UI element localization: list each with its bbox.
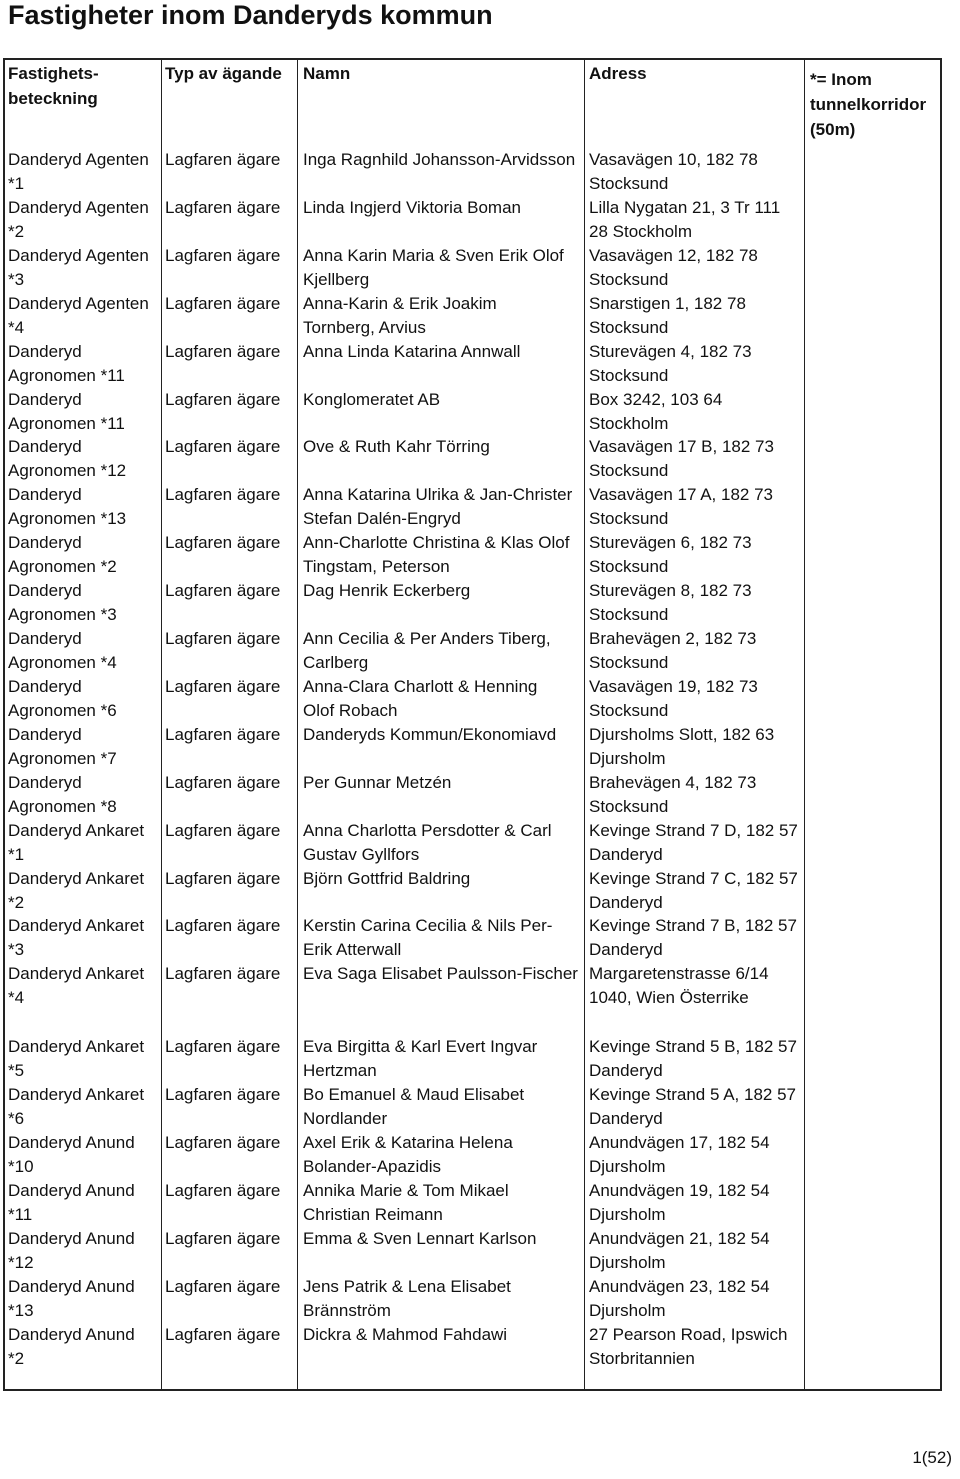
- cell-typ: Lagfaren ägare: [165, 868, 281, 888]
- cell-typ: Lagfaren ägare: [165, 485, 281, 505]
- cell-beteckning: Danderyd Agenten *1: [8, 150, 149, 193]
- page-title: Fastigheter inom Danderyds kommun: [8, 0, 493, 30]
- cell-typ: Lagfaren ägare: [165, 533, 281, 553]
- cell-namn: Emma & Sven Lennart Karlson: [303, 1228, 537, 1248]
- column-divider: [161, 58, 162, 1391]
- cell-beteckning: Danderyd Anund *2: [8, 1324, 135, 1368]
- cell-beteckning: Danderyd Agenten *3: [8, 245, 149, 289]
- cell-beteckning: Danderyd Agronomen *12: [8, 437, 127, 481]
- cell-namn: Inga Ragnhild Johansson-Arvidsson: [303, 150, 576, 169]
- cell-adress: Box 3242, 103 64 Stockholm: [589, 389, 723, 433]
- cell-namn: Annika Marie & Tom Mikael Christian Reimann: [303, 1180, 509, 1224]
- cell-namn: Ann-Charlotte Christina & Klas Olof Tingstam, Peterson: [303, 533, 570, 577]
- cell-beteckning: Danderyd Agronomen *3: [8, 581, 117, 625]
- header-beteckning: Fastighets- beteckning: [8, 64, 99, 108]
- cell-typ: Lagfaren ägare: [165, 1085, 281, 1105]
- cell-adress: Kevinge Strand 7 D, 182 57 Danderyd: [589, 820, 798, 864]
- cell-namn: Anna-Clara Charlott & Henning Olof Robach: [303, 676, 538, 720]
- header-namn: Namn: [303, 64, 351, 83]
- cell-namn: Anna Karin Maria & Sven Erik Olof Kjellberg: [303, 245, 564, 289]
- cell-adress: Vasavägen 10, 182 78 Stocksund: [589, 150, 758, 193]
- cell-adress: Anundvägen 17, 182 54 Djursholm: [589, 1133, 770, 1176]
- cell-typ: Lagfaren ägare: [165, 772, 281, 792]
- cell-beteckning: Danderyd Ankaret *6: [8, 1085, 145, 1129]
- header-note: *= Inom tunnelkorridor (50m): [810, 70, 927, 139]
- cell-namn: Axel Erik & Katarina Helena Bolander-Apazidis: [303, 1133, 513, 1176]
- cell-adress: Kevinge Strand 5 B, 182 57 Danderyd: [589, 1037, 797, 1081]
- cell-typ: Lagfaren ägare: [165, 1324, 281, 1344]
- header-adress: Adress: [589, 64, 647, 83]
- page-number: 1(52): [912, 1448, 952, 1467]
- cell-typ: Lagfaren ägare: [165, 293, 281, 313]
- cell-adress: Kevinge Strand 7 C, 182 57 Danderyd: [589, 868, 798, 912]
- cell-namn: Dickra & Mahmod Fahdawi: [303, 1324, 508, 1344]
- cell-beteckning: Danderyd Agronomen *4: [8, 629, 117, 672]
- cell-beteckning: Danderyd Agronomen *13: [8, 485, 127, 529]
- cell-beteckning: Danderyd Agronomen *2: [8, 533, 117, 577]
- cell-adress: Anundvägen 23, 182 54 Djursholm: [589, 1276, 770, 1320]
- cell-beteckning: Danderyd Ankaret *3: [8, 916, 145, 960]
- column-divider: [297, 58, 298, 1391]
- cell-beteckning: Danderyd Ankaret *5: [8, 1037, 145, 1081]
- cell-namn: Per Gunnar Metzén: [303, 772, 452, 792]
- cell-typ: Lagfaren ägare: [165, 1276, 281, 1296]
- cell-namn: Bo Emanuel & Maud Elisabet Nordlander: [303, 1085, 525, 1129]
- cell-adress: Kevinge Strand 5 A, 182 57 Danderyd: [589, 1085, 796, 1129]
- cell-beteckning: Danderyd Agronomen *6: [8, 676, 117, 720]
- cell-typ: Lagfaren ägare: [165, 341, 281, 361]
- cell-namn: Anna Linda Katarina Annwall: [303, 341, 521, 361]
- cell-beteckning: Danderyd Agenten *4: [8, 293, 149, 337]
- cell-beteckning: Danderyd Agronomen *8: [8, 772, 117, 816]
- cell-adress: 27 Pearson Road, Ipswich Storbritannien: [589, 1324, 788, 1368]
- cell-namn: Danderyds Kommun/Ekonomiavd: [303, 724, 557, 744]
- column-divider: [804, 58, 805, 1391]
- cell-adress: Sturevägen 4, 182 73 Stocksund: [589, 341, 752, 385]
- cell-namn: Björn Gottfrid Baldring: [303, 868, 471, 888]
- cell-namn: Konglomeratet AB: [303, 389, 441, 409]
- cell-typ: Lagfaren ägare: [165, 245, 281, 265]
- cell-adress: Vasavägen 19, 182 73 Stocksund: [589, 676, 758, 720]
- cell-namn: Dag Henrik Eckerberg: [303, 581, 471, 601]
- cell-typ: Lagfaren ägare: [165, 964, 281, 984]
- cell-namn: Eva Saga Elisabet Paulsson-Fischer: [303, 964, 578, 984]
- cell-adress: Vasavägen 12, 182 78 Stocksund: [589, 245, 758, 289]
- cell-typ: Lagfaren ägare: [165, 389, 281, 409]
- cell-adress: Vasavägen 17 A, 182 73 Stocksund: [589, 485, 774, 529]
- cell-beteckning: Danderyd Anund *10: [8, 1133, 135, 1176]
- cell-namn: Ove & Ruth Kahr Törring: [303, 437, 490, 457]
- cell-typ: Lagfaren ägare: [165, 1037, 281, 1057]
- cell-adress: Snarstigen 1, 182 78 Stocksund: [589, 293, 746, 337]
- cell-adress: Vasavägen 17 B, 182 73 Stocksund: [589, 437, 774, 481]
- cell-typ: Lagfaren ägare: [165, 1228, 281, 1248]
- cell-typ: Lagfaren ägare: [165, 916, 281, 936]
- cell-typ: Lagfaren ägare: [165, 629, 281, 648]
- cell-adress: Sturevägen 8, 182 73 Stocksund: [589, 581, 752, 625]
- column-divider: [584, 58, 585, 1391]
- cell-beteckning: Danderyd Agenten *2: [8, 197, 149, 241]
- cell-typ: Lagfaren ägare: [165, 1180, 281, 1200]
- cell-namn: Linda Ingjerd Viktoria Boman: [303, 197, 521, 217]
- cell-typ: Lagfaren ägare: [165, 581, 281, 601]
- cell-typ: Lagfaren ägare: [165, 197, 281, 217]
- header-typ: Typ av ägande: [165, 64, 282, 83]
- cell-typ: Lagfaren ägare: [165, 1133, 281, 1152]
- cell-adress: Djursholms Slott, 182 63 Djursholm: [589, 724, 775, 768]
- cell-adress: Brahevägen 4, 182 73 Stocksund: [589, 772, 757, 816]
- cell-beteckning: Danderyd Anund *12: [8, 1228, 135, 1272]
- cell-beteckning: Danderyd Anund *13: [8, 1276, 135, 1320]
- cell-adress: Margaretenstrasse 6/14 1040, Wien Österrike: [589, 964, 769, 1008]
- cell-adress: Anundvägen 19, 182 54 Djursholm: [589, 1180, 770, 1224]
- cell-namn: Eva Birgitta & Karl Evert Ingvar Hertzman: [303, 1037, 538, 1081]
- cell-typ: Lagfaren ägare: [165, 150, 281, 169]
- cell-beteckning: Danderyd Ankaret *4: [8, 964, 145, 1008]
- cell-adress: Kevinge Strand 7 B, 182 57 Danderyd: [589, 916, 797, 960]
- cell-namn: Anna Charlotta Persdotter & Carl Gustav Gyllfors: [303, 820, 552, 864]
- cell-beteckning: Danderyd Anund *11: [8, 1180, 135, 1224]
- cell-typ: Lagfaren ägare: [165, 437, 281, 457]
- cell-adress: Sturevägen 6, 182 73 Stocksund: [589, 533, 752, 577]
- cell-namn: Ann Cecilia & Per Anders Tiberg, Carlberg: [303, 629, 551, 672]
- cell-beteckning: Danderyd Agronomen *11: [8, 341, 125, 385]
- cell-beteckning: Danderyd Ankaret *2: [8, 868, 145, 912]
- cell-namn: Anna-Karin & Erik Joakim Tornberg, Arvius: [303, 293, 497, 337]
- cell-namn: Anna Katarina Ulrika & Jan-Christer Stefan Dalén-Engryd: [303, 485, 573, 529]
- cell-typ: Lagfaren ägare: [165, 820, 281, 840]
- cell-beteckning: Danderyd Agronomen *7: [8, 724, 117, 768]
- cell-adress: Anundvägen 21, 182 54 Djursholm: [589, 1228, 770, 1272]
- cell-namn: Jens Patrik & Lena Elisabet Brännström: [303, 1276, 511, 1320]
- cell-adress: Lilla Nygatan 21, 3 Tr 111 28 Stockholm: [589, 197, 781, 241]
- cell-typ: Lagfaren ägare: [165, 676, 281, 696]
- cell-namn: Kerstin Carina Cecilia & Nils Per- Erik Atterwall: [303, 916, 553, 960]
- cell-beteckning: Danderyd Agronomen *11: [8, 389, 125, 433]
- cell-adress: Brahevägen 2, 182 73 Stocksund: [589, 629, 757, 672]
- cell-beteckning: Danderyd Ankaret *1: [8, 820, 145, 864]
- cell-typ: Lagfaren ägare: [165, 724, 281, 744]
